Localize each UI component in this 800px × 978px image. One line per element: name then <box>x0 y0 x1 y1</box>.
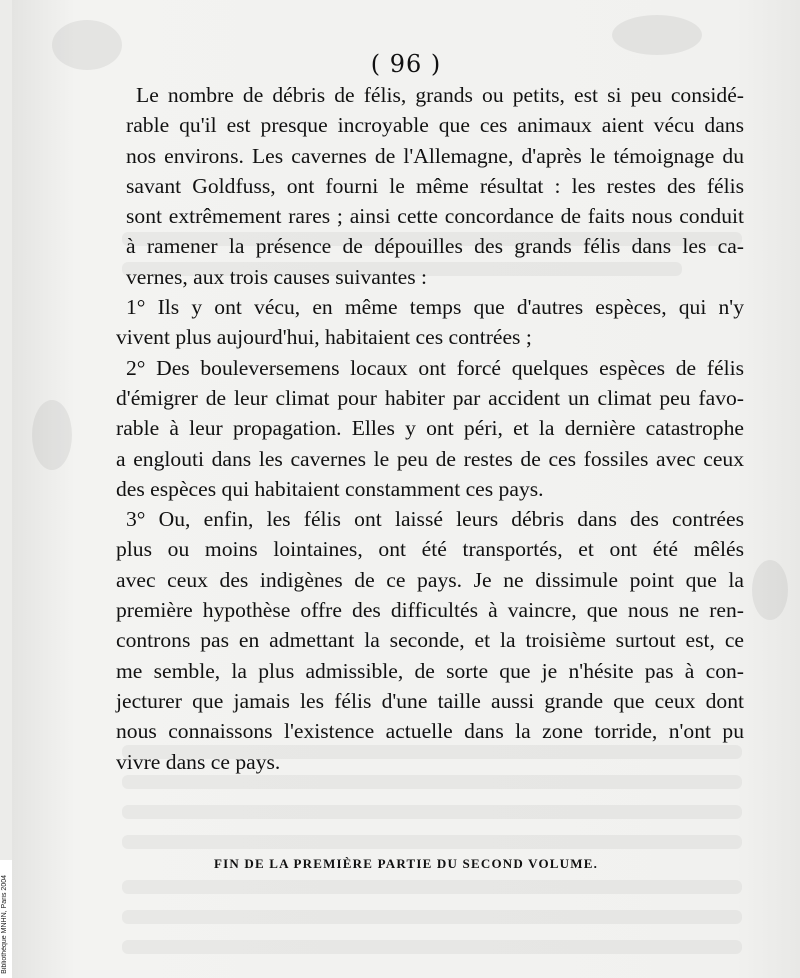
body-text <box>116 80 744 777</box>
paper-stain <box>752 560 788 620</box>
paragraph-4 <box>116 504 744 777</box>
paragraph-2 <box>116 292 744 353</box>
text-line: a englouti dans les cavernes le peu de restes de ces fossiles avec ceux <box>116 446 744 471</box>
bleed-through <box>122 805 742 819</box>
book-page <box>12 0 800 978</box>
text-line: vivre dans ce pays. <box>116 749 281 774</box>
bleed-through <box>122 835 742 849</box>
text-line: rable qu'il est presque incroyable que ces animaux aient vécu dans <box>126 113 744 138</box>
text-line: 1° Ils y ont vécu, en même temps que d'autres espèces, qui n'y <box>126 295 744 320</box>
text-line: 2° Des bouleversemens locaux ont forcé quelques espèces de félis <box>126 355 744 380</box>
page-number: ( 96 ) <box>370 50 442 78</box>
text-line: nos environs. Les cavernes de l'Allemagne, d'après le témoignage du <box>126 143 744 168</box>
text-line: plus ou moins lointaines, ont été transportés, et ont été mêlés <box>116 537 744 562</box>
library-credit-text: Bibliothèque MNHN, Paris 2004 <box>1 875 8 974</box>
text-line: nous connaissons l'existence actuelle dans la zone torride, n'ont pu <box>116 719 744 744</box>
text-line: à ramener la présence de dépouilles des grands félis dans les ca- <box>126 234 744 259</box>
paper-stain <box>32 400 72 470</box>
text-line: sont extrêmement rares ; ainsi cette concordance de faits nous conduit <box>126 204 744 229</box>
text-line: vivent plus aujourd'hui, habitaient ces contrées ; <box>116 325 532 350</box>
bleed-through <box>122 910 742 924</box>
text-line: des espèces qui habitaient constamment ces pays. <box>116 476 544 501</box>
text-line: jecturer que jamais les félis d'une taille aussi grande que ceux dont <box>116 688 744 713</box>
text-line: Le nombre de débris de félis, grands ou petits, est si peu considé- <box>136 83 744 107</box>
paragraph-3 <box>116 353 744 504</box>
paragraph-1 <box>116 80 744 292</box>
text-line: rable à leur propagation. Elles y ont péri, et la dernière catastrophe <box>116 416 744 441</box>
library-credit <box>0 860 12 978</box>
text-line: controns pas en admettant la seconde, et la troisième surtout est, ce <box>116 628 744 653</box>
paper-stain <box>612 15 702 55</box>
text-line: d'émigrer de leur climat pour habiter par accident un climat peu favo- <box>116 385 744 410</box>
bleed-through <box>122 940 742 954</box>
bleed-through <box>122 775 742 789</box>
bleed-through <box>122 880 742 894</box>
text-line: vernes, aux trois causes suivantes : <box>126 264 428 289</box>
text-line: me semble, la plus admissible, de sorte que je n'hésite pas à con- <box>116 658 744 683</box>
text-line: avec ceux des indigènes de ce pays. Je ne dissimule point que la <box>116 567 744 592</box>
volume-end-note: FIN DE LA PREMIÈRE PARTIE DU SECOND VOLUME. <box>213 856 599 871</box>
text-line: 3° Ou, enfin, les félis ont laissé leurs débris dans des contrées <box>126 507 744 532</box>
text-line: première hypothèse offre des difficultés à vaincre, que nous ne ren- <box>116 598 744 623</box>
text-line: savant Goldfuss, ont fourni le même résultat : les restes des félis <box>126 173 744 198</box>
